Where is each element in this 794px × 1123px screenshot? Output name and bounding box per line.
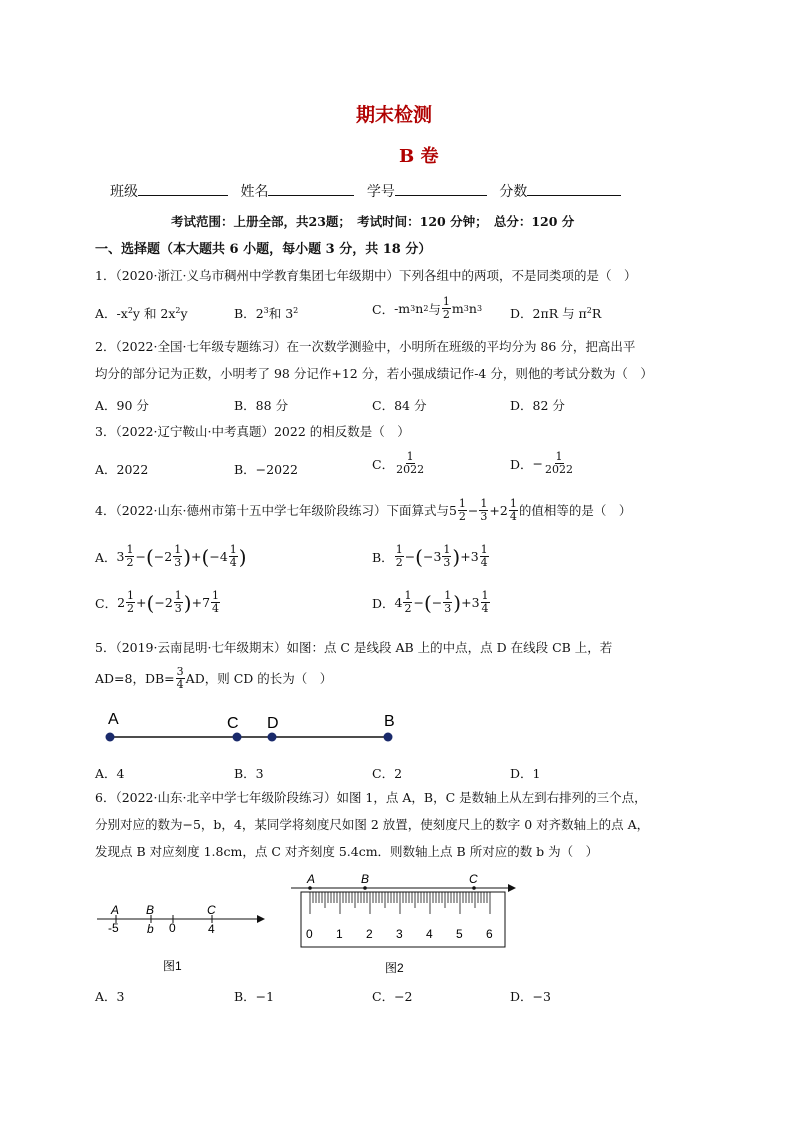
q1-option-a — [95, 304, 188, 322]
q4-num: 1 — [229, 543, 237, 556]
q4-stem-post: 的值相等的是（ ） — [518, 502, 632, 518]
q4-whole: 3 — [116, 549, 125, 564]
fig2-caption: 图2 — [385, 961, 404, 975]
q4-num: 1 — [174, 543, 182, 556]
q2-option-a: A．90 分 — [95, 398, 149, 413]
q4-frac — [480, 544, 489, 569]
q1-c-den: 2 — [442, 308, 450, 321]
q4-mixed — [117, 544, 136, 569]
q4-num: 1 — [480, 497, 488, 510]
q4-whole: 7 — [202, 595, 211, 610]
class-label: 班级 — [110, 184, 138, 200]
q4-mixed — [165, 590, 184, 615]
q4-whole: 5 — [448, 502, 457, 518]
q4-op: + — [460, 549, 471, 564]
point-b-dot — [384, 733, 393, 742]
score-blank — [527, 181, 621, 196]
q1-b-t2: 和 3 — [268, 306, 294, 321]
q4-frac — [174, 590, 183, 615]
q4-op: + — [191, 595, 203, 610]
number-line-arrow — [257, 915, 265, 923]
fig2-label-c: C — [469, 872, 478, 886]
q4-paren: ) — [453, 590, 462, 615]
q5-fraction — [176, 666, 185, 691]
q4-frac — [403, 590, 412, 615]
question-6-line-3: 发现点 B 对应刻度 1.8cm，点 C 对齐刻度 5.4cm．则数轴上点 B 所对应的数 b 为（ ） — [95, 844, 599, 859]
q1-a-s2: 2 — [175, 305, 181, 315]
fig2-label-a: A — [307, 872, 316, 886]
q4-frac — [509, 498, 518, 523]
q4-num: 1 — [480, 543, 488, 556]
q4-frac — [229, 544, 238, 569]
name-label: 姓名 — [240, 184, 269, 200]
q1-a-t1: -x — [116, 306, 128, 321]
point-c-dot — [233, 733, 242, 742]
q5-option-d: D．1 — [510, 766, 541, 781]
q1-c-s4: 3 — [476, 304, 483, 313]
q4-num: 1 — [444, 589, 452, 602]
q1-a-t3: y — [180, 306, 188, 321]
q4-op: + — [136, 595, 147, 610]
q4-num: 1 — [458, 497, 466, 510]
page-subtitle: B 卷 — [399, 146, 439, 167]
q1-a-label: A． — [95, 306, 117, 321]
fig1-value-4: 4 — [208, 922, 215, 936]
q4-mixed-2-1-4 — [500, 498, 519, 523]
fig2-number-line-arrow — [508, 884, 516, 892]
q4-mixed — [117, 590, 136, 615]
q4-c-label: C． — [95, 595, 118, 611]
q4-num: 1 — [126, 543, 134, 556]
q4-mixed-5-1-2 — [449, 498, 468, 523]
q4-neg: − — [422, 549, 434, 564]
q5-option-c: C．2 — [372, 766, 403, 781]
q4-frac — [126, 590, 135, 615]
question-5-line-1: 5．（2019·云南昆明·七年级期末）如图：点 C 是线段 AB 上的中点，点 D 在线段 CB 上，若 — [95, 640, 613, 655]
q6-figure-2 — [285, 872, 525, 982]
q3-option-b: B．−2022 — [234, 462, 298, 477]
q1-c-t2: n — [415, 301, 424, 316]
q1-option-c — [372, 296, 482, 321]
q1-c-s3: 3 — [463, 304, 469, 313]
q4-frac — [458, 498, 467, 523]
q1-d-label: D． — [510, 306, 533, 321]
q4-den: 2 — [395, 556, 403, 569]
q5-segment-figure — [95, 705, 415, 750]
q3-d-sign: − — [532, 456, 544, 471]
q4-stem-pre: 4．（2022·山东·德州市第十五中学七年级阶段练习）下面算式与 — [95, 502, 449, 518]
q3-d-den: 2022 — [545, 463, 574, 476]
q4-den: 3 — [443, 556, 451, 569]
q1-b-label: B． — [234, 306, 256, 321]
point-d-dot — [268, 733, 277, 742]
q6-option-b: B．−1 — [234, 989, 275, 1004]
q4-paren: ) — [183, 544, 192, 569]
q3-c-den: 2022 — [396, 463, 425, 476]
q1-c-t1: -m — [394, 301, 411, 316]
q6-figure-1 — [95, 895, 275, 980]
q4-paren: ( — [415, 544, 423, 569]
q1-d-s1: 2 — [586, 305, 592, 315]
q4-num: 1 — [481, 589, 489, 602]
q4-mixed — [220, 544, 239, 569]
question-6-line-2: 分别对应的数为−5，b，4，某同学将刻度尺如图 2 放置，使刻度尺上的数字 0 对齐数轴上的点 A， — [95, 817, 650, 832]
q4-den: 4 — [212, 602, 220, 615]
q4-neg: − — [209, 549, 220, 564]
q3-option-a: A．2022 — [95, 462, 149, 477]
q1-c-t5: n — [468, 301, 477, 316]
q4-num: 1 — [174, 589, 182, 602]
q1-c-s2: 2 — [423, 304, 429, 313]
q4-mixed — [164, 544, 183, 569]
q4-den: 3 — [480, 510, 488, 523]
q4-op: + — [191, 549, 202, 564]
q4-option-a — [95, 544, 247, 569]
q4-frac — [395, 544, 404, 569]
score-label: 分数 — [499, 184, 528, 200]
class-blank — [138, 181, 228, 196]
q1-c-label: C． — [372, 301, 395, 317]
q3-c-num: 1 — [406, 450, 414, 463]
q4-neg: − — [154, 595, 165, 610]
q1-b-s2: 2 — [293, 305, 299, 315]
q4-paren: ) — [238, 544, 247, 569]
q4-den: 2 — [404, 602, 412, 615]
q4-whole: 3 — [470, 549, 479, 564]
point-a-label: A — [108, 711, 119, 728]
q4-den: 2 — [126, 556, 134, 569]
q4-op: + — [461, 595, 472, 610]
fig1-value-0: 0 — [169, 921, 176, 935]
q5-option-a: A．4 — [95, 766, 125, 781]
q4-num: 1 — [212, 589, 220, 602]
question-2-line-2: 均分的部分记为正数，小明考了 98 分记作+12 分，若小强成绩记作-4 分，则他的考试分数为（ ） — [95, 366, 653, 381]
q4-whole: 4 — [219, 549, 228, 564]
q4-den: 4 — [509, 510, 517, 523]
q4-mixed — [395, 590, 414, 615]
fig2-point-b — [363, 886, 367, 890]
fig2-label-b: B — [361, 872, 370, 886]
q1-c-s1: 3 — [410, 304, 416, 313]
q1-b-s1: 3 — [263, 305, 269, 315]
q3-d-num: 1 — [555, 450, 563, 463]
q4-paren: ( — [201, 544, 210, 569]
q4-mixed — [471, 544, 490, 569]
q4-frac — [211, 590, 220, 615]
q1-option-d — [510, 304, 601, 322]
q4-frac — [481, 590, 490, 615]
q4-whole: 2 — [164, 595, 173, 610]
q4-den: 4 — [481, 602, 489, 615]
q4-option-d — [372, 590, 491, 615]
q6-option-d: D．−3 — [510, 989, 551, 1004]
section-title: 一、选择题（本大题共 6 小题，每小题 3 分，共 18 分） — [95, 242, 432, 257]
q4-paren: ( — [423, 590, 432, 615]
q4-num: 1 — [404, 589, 412, 602]
q4-paren: ( — [145, 544, 154, 569]
question-5-line-2 — [95, 666, 332, 691]
q4-den: 4 — [229, 556, 237, 569]
q4-den: 3 — [174, 556, 182, 569]
q1-c-t3: 与 — [428, 301, 441, 317]
q4-den: 3 — [174, 602, 182, 615]
q5-line2-pre: AD=8，DB= — [95, 670, 175, 686]
q4-op: + — [489, 502, 500, 518]
q4-op: − — [467, 502, 479, 518]
q4-paren: ) — [452, 544, 461, 569]
q4-mixed — [472, 590, 491, 615]
q6-option-a: A．3 — [95, 989, 125, 1004]
question-6-line-1: 6．（2022·山东·北辛中学七年级阶段练习）如图 1，点 A，B，C 是数轴上从左到右排列的三个点， — [95, 790, 647, 805]
q4-neg: − — [431, 595, 443, 610]
q5-line2-post: AD，则 CD 的长为（ ） — [185, 670, 333, 686]
q4-whole: 2 — [499, 502, 508, 518]
q5-option-b: B．3 — [234, 766, 264, 781]
fig1-caption: 图1 — [163, 959, 182, 973]
q4-op: − — [135, 549, 146, 564]
q4-mixed — [202, 590, 221, 615]
fig1-label-b: B — [146, 903, 155, 917]
q4-paren: ) — [183, 590, 192, 615]
exam-meta: 考试范围：上册全部，共23题； 考试时间：120 分钟； 总分：120 分 — [171, 214, 575, 229]
ruler-label-0: 0 — [306, 927, 313, 941]
student-id-label: 学号 — [366, 184, 395, 200]
point-a-dot — [106, 733, 115, 742]
fig1-label-c: C — [207, 903, 216, 917]
q3-c-fraction — [395, 451, 425, 476]
ruler-label-5: 5 — [456, 927, 463, 941]
q2-option-d: D．82 分 — [510, 398, 565, 413]
ruler-label-3: 3 — [396, 927, 403, 941]
fig2-point-c — [472, 886, 476, 890]
q4-d-label: D． — [372, 595, 395, 611]
ruler-label-4: 4 — [426, 927, 433, 941]
ruler-label-1: 1 — [336, 927, 343, 941]
page-title: 期末检测 — [356, 104, 433, 126]
q4-frac — [125, 544, 134, 569]
q1-d-t2: R — [591, 306, 602, 321]
q4-option-b — [372, 544, 490, 569]
q3-d-fraction — [544, 451, 574, 476]
q1-b-t1: 2 — [255, 306, 264, 321]
student-info-row — [110, 181, 621, 201]
q5-num: 3 — [176, 665, 184, 678]
student-id-blank — [395, 181, 487, 196]
q4-whole: 4 — [394, 595, 403, 610]
fig1-label-a: A — [111, 903, 120, 917]
q4-a-label: A． — [95, 549, 117, 565]
q1-d-t1: 2πR 与 π — [532, 306, 587, 321]
q1-c-fraction — [442, 296, 451, 321]
point-c-label: C — [227, 715, 239, 732]
q3-option-d — [510, 451, 575, 476]
q4-whole: 3 — [433, 549, 442, 564]
fig2-point-a — [308, 886, 312, 890]
q3-d-label: D． — [510, 456, 533, 472]
q3-c-label: C． — [372, 456, 395, 472]
point-b-label: B — [384, 713, 395, 730]
q4-whole: 2 — [117, 595, 126, 610]
name-blank — [268, 181, 354, 196]
q2-option-c: C．84 分 — [372, 398, 427, 413]
question-1-stem: 1．（2020·浙江·义乌市稠州中学教育集团七年级期中）下列各组中的两项，不是同类项的是（ ） — [95, 268, 637, 283]
q4-frac — [479, 498, 488, 523]
q1-option-b — [234, 304, 298, 322]
q4-frac — [173, 544, 182, 569]
q4-mixed — [433, 544, 452, 569]
question-3-stem: 3．（2022·辽宁鞍山·中考真题）2022 的相反数是（ ） — [95, 424, 410, 439]
q4-b-label: B． — [372, 549, 394, 565]
q4-neg: − — [153, 549, 165, 564]
q1-c-t4: m — [451, 301, 464, 316]
q1-c-num: 1 — [442, 295, 450, 308]
q4-op: − — [404, 549, 416, 564]
q4-op: − — [413, 595, 424, 610]
q4-whole: 3 — [471, 595, 480, 610]
q4-option-c — [95, 590, 221, 615]
fig1-value-neg5: -5 — [108, 921, 119, 935]
q4-num: 1 — [395, 543, 403, 556]
q5-den: 4 — [176, 678, 184, 691]
q6-option-c: C．−2 — [372, 989, 413, 1004]
ruler-label-6: 6 — [486, 927, 493, 941]
question-4-stem — [95, 498, 631, 523]
ruler-label-2: 2 — [366, 927, 373, 941]
q1-a-s1: 2 — [127, 305, 133, 315]
q4-den: 4 — [480, 556, 488, 569]
q4-den: 3 — [444, 602, 452, 615]
q4-frac — [443, 590, 452, 615]
point-d-label: D — [267, 715, 279, 732]
q4-num: 1 — [443, 543, 451, 556]
question-2-line-1: 2．（2022·全国·七年级专题练习）在一次数学测验中，小明所在班级的平均分为 86 分，把高出平 — [95, 339, 636, 354]
q4-paren: ( — [146, 590, 155, 615]
q1-a-t2: y 和 2x — [132, 306, 176, 321]
q4-den: 2 — [458, 510, 466, 523]
q2-option-b: B．88 分 — [234, 398, 289, 413]
q4-num: 1 — [509, 497, 517, 510]
q4-den: 2 — [127, 602, 135, 615]
q3-option-c — [372, 451, 426, 476]
q4-num: 1 — [127, 589, 135, 602]
q4-whole: 2 — [164, 549, 173, 564]
q4-frac — [442, 544, 451, 569]
fig1-value-b: b — [147, 922, 154, 936]
